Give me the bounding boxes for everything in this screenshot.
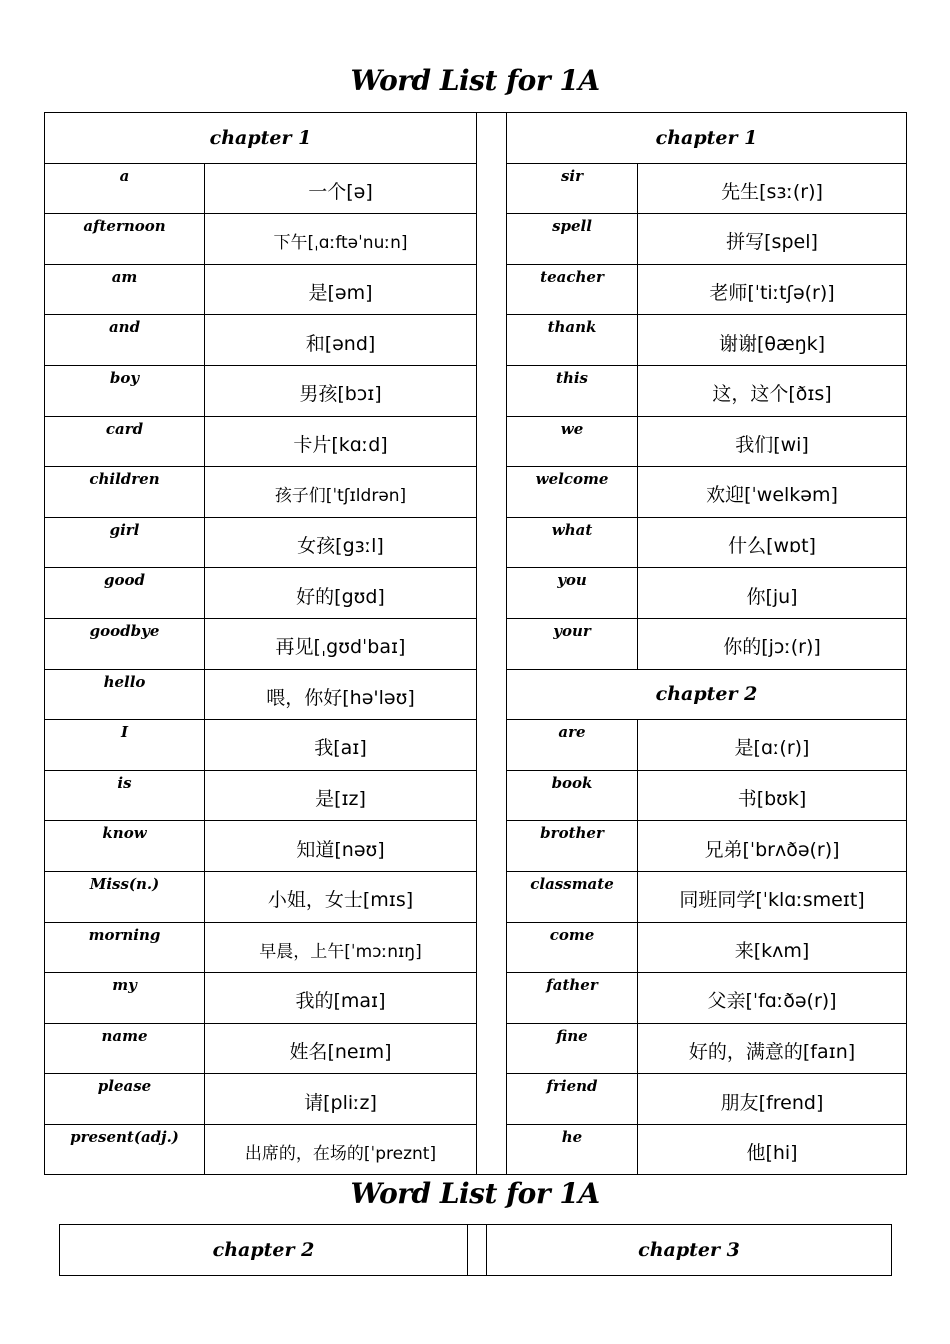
table-row (45, 264, 907, 315)
word-cell: present(adj.) (45, 1124, 205, 1175)
page-title-2: Word List for 1A (350, 1177, 600, 1210)
meaning-cell: 父亲[ˈfɑːðə(r)] (638, 973, 907, 1024)
meaning-cell: 一个[ə] (205, 163, 477, 214)
meaning-cell: 什么[wɒt] (638, 517, 907, 568)
meaning-cell: 我[aɪ] (205, 720, 477, 771)
word-cell: classmate (507, 871, 638, 922)
meaning-cell: 是[əm] (205, 264, 477, 315)
meaning-cell: 知道[nəʊ] (205, 821, 477, 872)
meaning-cell: 喂，你好[hə'ləʊ] (205, 669, 477, 720)
table-row (45, 113, 907, 164)
table-row (45, 720, 907, 771)
meaning-cell: 兄弟[ˈbrʌðə(r)] (638, 821, 907, 872)
word-cell: my (45, 973, 205, 1024)
meaning-cell: 我的[maɪ] (205, 973, 477, 1024)
word-cell: name (45, 1023, 205, 1074)
word-cell: book (507, 770, 638, 821)
meaning-cell: 早晨，上午[ˈmɔːnɪŋ] (205, 922, 477, 973)
meaning-cell: 同班同学[ˈklɑːsmeɪt] (638, 871, 907, 922)
word-cell: sir (507, 163, 638, 214)
table-row (45, 618, 907, 669)
word-cell: you (507, 568, 638, 619)
meaning-cell: 是[ɪz] (205, 770, 477, 821)
word-cell: am (45, 264, 205, 315)
meaning-cell: 男孩[bɔɪ] (205, 365, 477, 416)
table-row (45, 568, 907, 619)
table-row (45, 821, 907, 872)
meaning-cell: 女孩[gɜːl] (205, 517, 477, 568)
table-row (45, 669, 907, 720)
meaning-cell: 老师[ˈtiːtʃə(r)] (638, 264, 907, 315)
table-row (45, 1023, 907, 1074)
word-cell: please (45, 1074, 205, 1125)
word-cell: girl (45, 517, 205, 568)
chapter-header: chapter 3 (487, 1225, 892, 1276)
word-cell: know (45, 821, 205, 872)
meaning-cell: 好的[gʊd] (205, 568, 477, 619)
meaning-cell: 欢迎[ˈwelkəm] (638, 467, 907, 518)
meaning-cell: 他[hi] (638, 1124, 907, 1175)
table-row (45, 922, 907, 973)
meaning-cell: 你的[jɔː(r)] (638, 618, 907, 669)
chapter-header: chapter 2 (507, 669, 907, 720)
meaning-cell: 来[kʌm] (638, 922, 907, 973)
meaning-cell: 拼写[spel] (638, 214, 907, 265)
word-cell: brother (507, 821, 638, 872)
table-row (45, 1074, 907, 1125)
word-cell: Miss(n.) (45, 871, 205, 922)
word-cell: your (507, 618, 638, 669)
meaning-cell: 和[ənd] (205, 315, 477, 366)
word-cell: what (507, 517, 638, 568)
word-cell: morning (45, 922, 205, 973)
word-cell: teacher (507, 264, 638, 315)
word-cell: spell (507, 214, 638, 265)
meaning-cell: 下午[ˌɑːftəˈnuːn] (205, 214, 477, 265)
table-row (45, 416, 907, 467)
meaning-cell: 朋友[frend] (638, 1074, 907, 1125)
word-cell: we (507, 416, 638, 467)
meaning-cell: 孩子们[ˈtʃɪldrən] (205, 467, 477, 518)
word-cell: goodbye (45, 618, 205, 669)
table-row (45, 770, 907, 821)
word-cell: afternoon (45, 214, 205, 265)
meaning-cell: 好的，满意的[faɪn] (638, 1023, 907, 1074)
word-cell: father (507, 973, 638, 1024)
column-gap (468, 1225, 487, 1276)
meaning-cell: 这，这个[ðɪs] (638, 365, 907, 416)
word-list-table (44, 112, 907, 1175)
meaning-cell: 谢谢[θæŋk] (638, 315, 907, 366)
meaning-cell: 出席的，在场的[ˈpreznt] (205, 1124, 477, 1175)
chapter-header: chapter 1 (507, 113, 907, 164)
word-cell: fine (507, 1023, 638, 1074)
word-cell: this (507, 365, 638, 416)
table-row (45, 467, 907, 518)
table-row (45, 315, 907, 366)
table-row (45, 365, 907, 416)
word-cell: welcome (507, 467, 638, 518)
word-cell: come (507, 922, 638, 973)
word-cell: children (45, 467, 205, 518)
word-list-table-2 (59, 1224, 892, 1276)
meaning-cell: 是[ɑː(r)] (638, 720, 907, 771)
table-row (45, 871, 907, 922)
meaning-cell: 卡片[kɑːd] (205, 416, 477, 467)
meaning-cell: 姓名[neɪm] (205, 1023, 477, 1074)
chapter-header: chapter 2 (60, 1225, 468, 1276)
table-row (45, 214, 907, 265)
word-cell: card (45, 416, 205, 467)
meaning-cell: 再见[ˌgʊdˈbaɪ] (205, 618, 477, 669)
word-cell: boy (45, 365, 205, 416)
page-title: Word List for 1A (350, 64, 600, 97)
word-cell: hello (45, 669, 205, 720)
word-cell: good (45, 568, 205, 619)
meaning-cell: 先生[sɜː(r)] (638, 163, 907, 214)
meaning-cell: 书[bʊk] (638, 770, 907, 821)
word-cell: thank (507, 315, 638, 366)
meaning-cell: 你[ju] (638, 568, 907, 619)
meaning-cell: 我们[wi] (638, 416, 907, 467)
table-row (45, 1124, 907, 1175)
word-cell: is (45, 770, 205, 821)
table-row (45, 163, 907, 214)
word-cell: I (45, 720, 205, 771)
word-cell: are (507, 720, 638, 771)
meaning-cell: 请[pliːz] (205, 1074, 477, 1125)
word-cell: a (45, 163, 205, 214)
word-cell: friend (507, 1074, 638, 1125)
table-row (45, 973, 907, 1024)
meaning-cell: 小姐，女士[mɪs] (205, 871, 477, 922)
column-gap (477, 113, 507, 1175)
chapter-header: chapter 1 (45, 113, 477, 164)
table-row (45, 517, 907, 568)
word-cell: he (507, 1124, 638, 1175)
word-cell: and (45, 315, 205, 366)
